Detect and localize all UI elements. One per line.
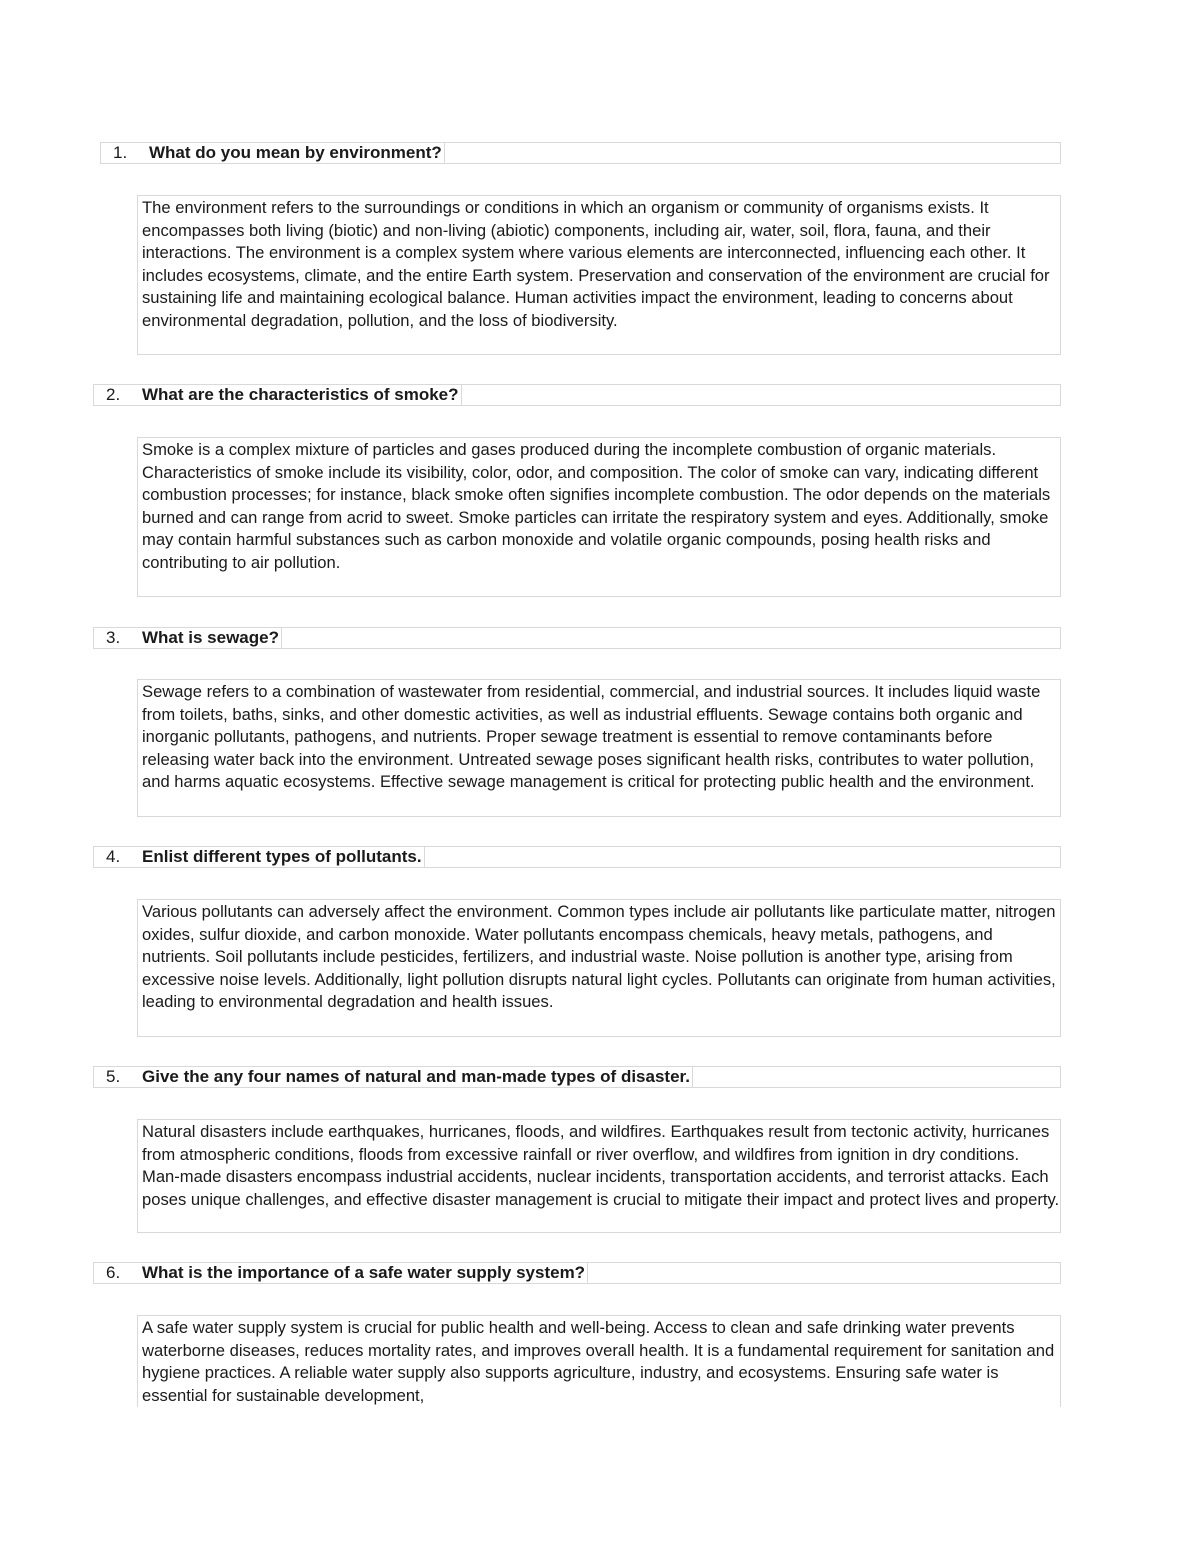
question-text: What is the importance of a safe water supply system?: [142, 1263, 588, 1283]
question-number: 5.: [106, 1067, 121, 1086]
answer-1: The environment refers to the surroundings or conditions in which an organism or community of organisms exists. It encompasses both living (biotic) and non-living (abiotic) components, including air, water, soil, flora, fauna, and their interactions. The environment is a complex system where various elements are interconnected, influencing each other. It includes ecosystems, climate, and the entire Earth system. Preservation and conservation of the environment are crucial for sustaining life and maintaining ecological balance. Human activities impact the environment, leading to concerns about environmental degradation, pollution, and the loss of biodiversity.: [137, 195, 1061, 355]
answer-3: Sewage refers to a combination of wastewater from residential, commercial, and industrial sources. It includes liquid waste from toilets, baths, sinks, and other domestic activities, as well as industrial effluents. Sewage contains both organic and inorganic pollutants, pathogens, and nutrients. Proper sewage treatment is essential to remove contaminants before releasing water back into the environment. Untreated sewage poses significant health risks, contributes to water pollution, and harms aquatic ecosystems. Effective sewage management is critical for protecting public health and the environment.: [137, 679, 1061, 817]
question-number: 6.: [106, 1263, 121, 1282]
answer-5: Natural disasters include earthquakes, hurricanes, floods, and wildfires. Earthquakes result from tectonic activity, hurricanes from atmospheric conditions, floods from excessive rainfall or river overflow, and wildfires from ignition in dry conditions. Man-made disasters encompass industrial accidents, nuclear incidents, transportation accidents, and terrorist attacks. Each poses unique challenges, and effective disaster management is crucial to mitigate their impact and protect lives and property.: [137, 1119, 1061, 1233]
question-6: [93, 1262, 1061, 1284]
answer-4: Various pollutants can adversely affect the environment. Common types include air pollutants like particulate matter, nitrogen oxides, sulfur dioxide, and carbon monoxide. Water pollutants encompass chemicals, heavy metals, pathogens, and nutrients. Soil pollutants include pesticides, fertilizers, and industrial waste. Noise pollution is another type, arising from excessive noise levels. Additionally, light pollution disrupts natural light cycles. Pollutants can originate from human activities, leading to environmental degradation and health issues.: [137, 899, 1061, 1037]
answer-2: Smoke is a complex mixture of particles and gases produced during the incomplete combustion of organic materials. Characteristics of smoke include its visibility, color, odor, and composition. The color of smoke can vary, indicating different combustion processes; for instance, black smoke often signifies incomplete combustion. The odor depends on the materials burned and can range from acrid to sweet. Smoke particles can irritate the respiratory system and eyes. Additionally, smoke may contain harmful substances such as carbon monoxide and volatile organic compounds, posing health risks and contributing to air pollution.: [137, 437, 1061, 597]
question-number: 1.: [113, 143, 128, 162]
question-number: 4.: [106, 847, 121, 866]
question-number: 2.: [106, 385, 121, 404]
question-3: [93, 627, 1061, 649]
question-text: What do you mean by environment?: [149, 143, 445, 163]
answer-6: A safe water supply system is crucial for public health and well-being. Access to clean and safe drinking water prevents waterborne diseases, reduces mortality rates, and improves overall health. It is a fundamental requirement for sanitation and hygiene practices. A reliable water supply also supports agriculture, industry, and ecosystems. Ensuring safe water is essential for sustainable development,: [137, 1315, 1061, 1407]
question-text: What is sewage?: [142, 628, 282, 648]
question-text: Enlist different types of pollutants.: [142, 847, 425, 867]
question-text: What are the characteristics of smoke?: [142, 385, 462, 405]
question-5: [93, 1066, 1061, 1088]
question-number: 3.: [106, 628, 121, 647]
question-2: [93, 384, 1061, 406]
question-text: Give the any four names of natural and man-made types of disaster.: [142, 1067, 693, 1087]
question-4: [93, 846, 1061, 868]
question-1: [100, 142, 1061, 164]
